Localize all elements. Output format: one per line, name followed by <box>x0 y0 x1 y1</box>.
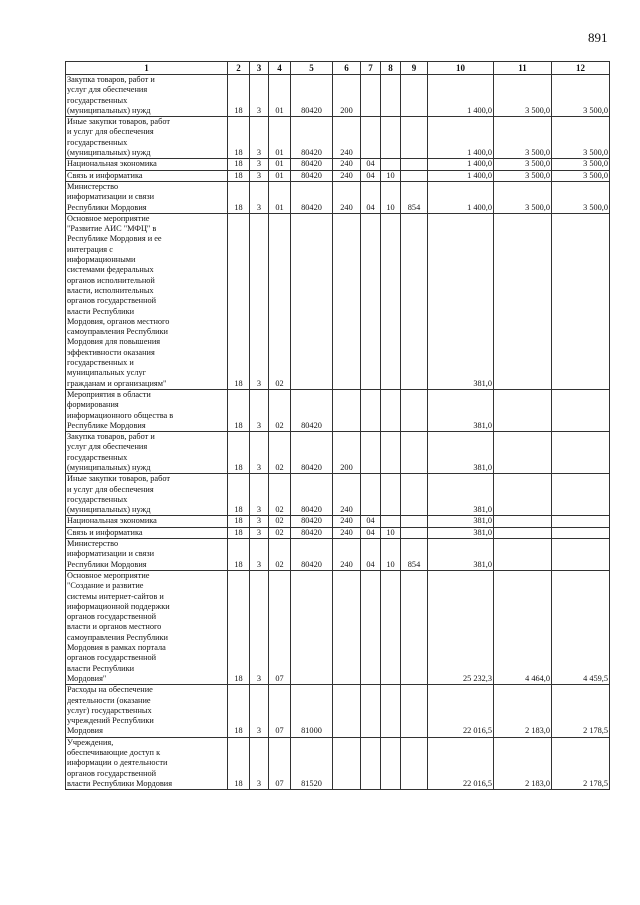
column-header: 11 <box>494 62 552 75</box>
table-row <box>66 181 610 213</box>
row-name-cell: Расходы на обеспечение деятельности (оказание услуг) государственных учреждений Республики Мордовия <box>66 685 228 737</box>
table-cell <box>494 539 552 571</box>
column-header: 5 <box>291 62 333 75</box>
table-cell <box>552 389 610 431</box>
table-cell <box>381 737 401 789</box>
table-cell: 80420 <box>291 539 333 571</box>
table-cell <box>381 474 401 516</box>
table-cell: 02 <box>269 516 291 527</box>
row-name-cell: Связь и информатика <box>66 527 228 538</box>
table-cell: 80420 <box>291 159 333 170</box>
column-header: 6 <box>333 62 361 75</box>
table-cell: 381,0 <box>428 527 494 538</box>
table-cell <box>381 685 401 737</box>
table-cell: 1 400,0 <box>428 117 494 159</box>
table-row <box>66 474 610 516</box>
table-cell: 80420 <box>291 75 333 117</box>
table-cell <box>381 516 401 527</box>
row-name-cell: Министерство информатизации и связи Республики Мордовия <box>66 181 228 213</box>
table-cell: 2 183,0 <box>494 685 552 737</box>
table-cell: 18 <box>228 389 250 431</box>
table-cell <box>401 389 428 431</box>
table-cell: 18 <box>228 117 250 159</box>
table-cell <box>401 570 428 684</box>
table-cell: 3 <box>250 432 269 474</box>
table-cell <box>401 432 428 474</box>
table-cell: 240 <box>333 170 361 181</box>
table-cell: 3 <box>250 570 269 684</box>
table-row <box>66 570 610 684</box>
table-cell <box>401 474 428 516</box>
table-cell: 18 <box>228 474 250 516</box>
table-cell <box>401 117 428 159</box>
table-row <box>66 117 610 159</box>
table-cell: 02 <box>269 389 291 431</box>
table-cell: 04 <box>361 181 381 213</box>
column-header: 2 <box>228 62 250 75</box>
table-cell: 3 <box>250 527 269 538</box>
table-cell: 18 <box>228 213 250 389</box>
column-header: 3 <box>250 62 269 75</box>
table-cell: 3 500,0 <box>494 117 552 159</box>
column-header: 9 <box>401 62 428 75</box>
table-cell: 02 <box>269 432 291 474</box>
table-row <box>66 432 610 474</box>
table-header-row <box>66 62 610 75</box>
table-cell: 381,0 <box>428 516 494 527</box>
table-cell: 3 <box>250 159 269 170</box>
table-row <box>66 389 610 431</box>
table-cell: 02 <box>269 527 291 538</box>
table-cell <box>552 474 610 516</box>
table-cell: 81520 <box>291 737 333 789</box>
table-cell: 18 <box>228 539 250 571</box>
table-cell: 240 <box>333 159 361 170</box>
table-cell <box>494 516 552 527</box>
table-cell: 854 <box>401 539 428 571</box>
table-row <box>66 516 610 527</box>
table-cell: 18 <box>228 527 250 538</box>
table-cell: 381,0 <box>428 432 494 474</box>
table-cell: 3 <box>250 75 269 117</box>
table-cell: 18 <box>228 432 250 474</box>
table-row <box>66 75 610 117</box>
column-header: 4 <box>269 62 291 75</box>
table-cell <box>361 737 381 789</box>
table-cell: 04 <box>361 527 381 538</box>
table-cell <box>333 213 361 389</box>
table-cell: 1 400,0 <box>428 159 494 170</box>
table-cell: 18 <box>228 516 250 527</box>
table-cell: 02 <box>269 213 291 389</box>
table-cell <box>361 117 381 159</box>
table-cell: 01 <box>269 117 291 159</box>
table-cell: 240 <box>333 516 361 527</box>
row-name-cell: Основное мероприятие "Развитие АИС "МФЦ" в Республике Мордовия и ее интеграция с информационными системами федеральных органов исполнительной власти, исполнительных органов государственной власти Республики Мордовия, органов местного самоуправления Республики Мордовия для повышения эффективности оказания государственных и муниципальных услуг гражданам и организациям" <box>66 213 228 389</box>
table-cell: 07 <box>269 685 291 737</box>
row-name-cell: Мероприятия в области формирования информационного общества в Республике Мордовия <box>66 389 228 431</box>
table-cell: 854 <box>401 181 428 213</box>
table-cell: 04 <box>361 539 381 571</box>
table-cell <box>494 527 552 538</box>
table-cell <box>381 159 401 170</box>
row-name-cell: Учреждения, обеспечивающие доступ к информации о деятельности органов государственной власти Республики Мордовия <box>66 737 228 789</box>
table-cell: 381,0 <box>428 539 494 571</box>
table-cell: 3 500,0 <box>494 75 552 117</box>
table-cell <box>552 539 610 571</box>
table-cell: 3 500,0 <box>552 117 610 159</box>
table-cell: 3 500,0 <box>494 170 552 181</box>
table-cell <box>361 75 381 117</box>
column-header: 1 <box>66 62 228 75</box>
column-header: 8 <box>381 62 401 75</box>
table-cell <box>361 685 381 737</box>
table-cell: 381,0 <box>428 213 494 389</box>
table-cell: 381,0 <box>428 389 494 431</box>
column-header: 7 <box>361 62 381 75</box>
table-cell <box>401 213 428 389</box>
table-row <box>66 685 610 737</box>
table-cell: 80420 <box>291 181 333 213</box>
table-cell <box>552 527 610 538</box>
table-cell: 18 <box>228 570 250 684</box>
table-cell <box>333 389 361 431</box>
row-name-cell: Иные закупки товаров, работ и услуг для обеспечения государственных (муниципальных) нужд <box>66 474 228 516</box>
table-cell: 18 <box>228 737 250 789</box>
table-cell: 4 459,5 <box>552 570 610 684</box>
table-cell: 04 <box>361 516 381 527</box>
table-cell: 3 <box>250 685 269 737</box>
table-cell <box>494 432 552 474</box>
table-cell <box>381 432 401 474</box>
row-name-cell: Закупка товаров, работ и услуг для обеспечения государственных (муниципальных) нужд <box>66 432 228 474</box>
table-cell: 1 400,0 <box>428 181 494 213</box>
table-cell: 200 <box>333 75 361 117</box>
table-cell: 80420 <box>291 117 333 159</box>
table-cell: 3 500,0 <box>552 170 610 181</box>
column-header: 12 <box>552 62 610 75</box>
table-cell: 01 <box>269 181 291 213</box>
row-name-cell: Министерство информатизации и связи Республики Мордовия <box>66 539 228 571</box>
table-cell: 3 500,0 <box>494 181 552 213</box>
table-cell <box>381 570 401 684</box>
table-cell <box>381 213 401 389</box>
table-cell <box>381 117 401 159</box>
table-cell: 240 <box>333 539 361 571</box>
table-cell <box>291 570 333 684</box>
table-cell <box>361 389 381 431</box>
table-row <box>66 159 610 170</box>
table-cell: 25 232,3 <box>428 570 494 684</box>
table-cell: 2 178,5 <box>552 685 610 737</box>
table-row <box>66 527 610 538</box>
table-cell: 1 400,0 <box>428 170 494 181</box>
row-name-cell: Национальная экономика <box>66 159 228 170</box>
table-cell: 3 500,0 <box>552 159 610 170</box>
table-cell <box>494 213 552 389</box>
table-cell: 01 <box>269 159 291 170</box>
table-cell <box>494 474 552 516</box>
table-cell <box>361 213 381 389</box>
table-cell: 10 <box>381 181 401 213</box>
table-body <box>66 75 610 790</box>
table-cell: 200 <box>333 432 361 474</box>
table-cell: 3 <box>250 181 269 213</box>
table-row <box>66 213 610 389</box>
table-cell: 80420 <box>291 170 333 181</box>
table-row <box>66 539 610 571</box>
table-row <box>66 737 610 789</box>
table-cell: 01 <box>269 75 291 117</box>
table-cell <box>381 75 401 117</box>
page-number: 891 <box>588 30 608 45</box>
table-cell: 3 <box>250 170 269 181</box>
budget-table <box>65 61 610 790</box>
table-cell: 3 <box>250 117 269 159</box>
table-cell: 3 500,0 <box>552 181 610 213</box>
table-row <box>66 170 610 181</box>
table-cell: 240 <box>333 474 361 516</box>
table-cell: 18 <box>228 159 250 170</box>
table-cell: 381,0 <box>428 474 494 516</box>
table-cell: 18 <box>228 170 250 181</box>
table-cell: 240 <box>333 117 361 159</box>
table-cell: 04 <box>361 159 381 170</box>
table-cell: 80420 <box>291 432 333 474</box>
table-cell: 3 500,0 <box>552 75 610 117</box>
table-cell <box>401 516 428 527</box>
table-cell: 2 183,0 <box>494 737 552 789</box>
table-cell: 3 <box>250 737 269 789</box>
table-cell <box>381 389 401 431</box>
table-cell: 240 <box>333 181 361 213</box>
table-cell <box>291 213 333 389</box>
row-name-cell: Национальная экономика <box>66 516 228 527</box>
table-cell: 3 <box>250 516 269 527</box>
table-cell: 10 <box>381 527 401 538</box>
table-cell: 80420 <box>291 474 333 516</box>
table-cell: 01 <box>269 170 291 181</box>
table-cell: 3 <box>250 539 269 571</box>
table-cell: 18 <box>228 685 250 737</box>
table-cell: 3 <box>250 474 269 516</box>
table-cell <box>494 389 552 431</box>
table-cell: 18 <box>228 181 250 213</box>
table-cell <box>361 432 381 474</box>
table-cell <box>333 737 361 789</box>
table-cell <box>401 527 428 538</box>
table-cell: 18 <box>228 75 250 117</box>
table-cell: 02 <box>269 474 291 516</box>
table-cell: 4 464,0 <box>494 570 552 684</box>
table-cell <box>401 75 428 117</box>
table-cell <box>333 570 361 684</box>
table-cell: 1 400,0 <box>428 75 494 117</box>
table-cell: 22 016,5 <box>428 685 494 737</box>
table-cell <box>361 570 381 684</box>
table-cell: 10 <box>381 170 401 181</box>
table-cell: 04 <box>361 170 381 181</box>
table-cell <box>401 685 428 737</box>
table-cell: 80420 <box>291 527 333 538</box>
table-cell <box>361 474 381 516</box>
row-name-cell: Основное мероприятие "Создание и развитие системы интернет-сайтов и информационной поддержки органов государственной власти и органов местного самоуправления Республики Мордовия в рамках портала органов государственной власти Республики Мордовия" <box>66 570 228 684</box>
table-cell: 2 178,5 <box>552 737 610 789</box>
table-cell: 07 <box>269 570 291 684</box>
table-cell: 3 <box>250 213 269 389</box>
row-name-cell: Закупка товаров, работ и услуг для обеспечения государственных (муниципальных) нужд <box>66 75 228 117</box>
table-cell: 80420 <box>291 516 333 527</box>
column-header: 10 <box>428 62 494 75</box>
table-cell <box>401 159 428 170</box>
table-cell: 3 <box>250 389 269 431</box>
table-cell <box>552 516 610 527</box>
table-cell: 81000 <box>291 685 333 737</box>
table-cell <box>333 685 361 737</box>
table-cell: 80420 <box>291 389 333 431</box>
table-cell <box>552 213 610 389</box>
table-cell <box>401 737 428 789</box>
table-cell: 3 500,0 <box>494 159 552 170</box>
row-name-cell: Иные закупки товаров, работ и услуг для обеспечения государственных (муниципальных) нужд <box>66 117 228 159</box>
table-cell: 02 <box>269 539 291 571</box>
table-cell: 240 <box>333 527 361 538</box>
table-cell: 07 <box>269 737 291 789</box>
table-cell: 22 016,5 <box>428 737 494 789</box>
table-cell <box>401 170 428 181</box>
table-cell <box>552 432 610 474</box>
table-cell: 10 <box>381 539 401 571</box>
row-name-cell: Связь и информатика <box>66 170 228 181</box>
